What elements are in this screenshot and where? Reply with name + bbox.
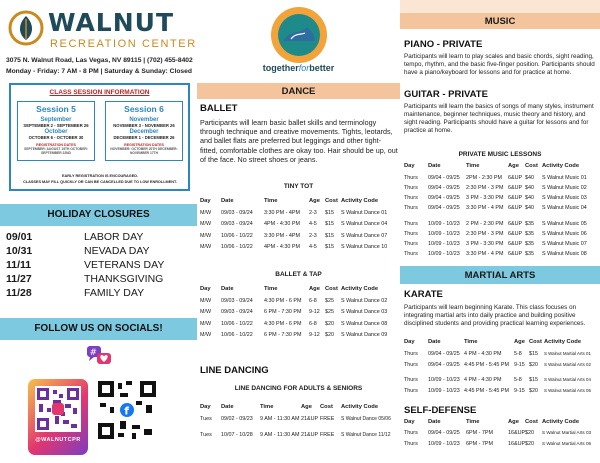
table-cell: 21&UP [301,432,319,438]
music-title: MUSIC [484,16,516,27]
holiday-date: 09/01 [6,231,33,243]
table-cell: 4PM - 4:30 PM [264,243,300,250]
table-cell: Activity Code [544,339,582,345]
holiday-item [6,245,196,259]
table-cell: Activity Code [341,286,379,292]
table-row [400,362,600,371]
table-cell: S Walnut Martial Arts 03 [542,430,592,435]
table-row [400,221,600,230]
table-cell: S Walnut Dance 08 [341,321,388,327]
table-cell: 9 AM - 11:30 AM [260,416,300,422]
table-cell: 3 PM - 3:30 PM [466,241,504,247]
table-cell: 09/04 - 09/25 [428,205,460,211]
ballet-heading: BALLET [200,103,238,114]
brand-name: WALNUT [48,8,175,37]
county-tagline [197,63,400,73]
table-cell: Tues [200,432,212,438]
table-cell: Thurs [404,430,418,436]
table-row [197,309,400,318]
table-cell: 3:30 PM - 4PM [264,210,300,216]
table-cell: 5-8 [514,351,522,357]
table-cell: 4:30 PM - 6 PM [264,298,302,304]
table-header-row [400,419,600,428]
table-cell: 16&UP [508,430,526,436]
table-cell: 9-12 [309,308,320,315]
table-cell: S Walnut Dance 10 [341,243,388,250]
table-cell: Thurs [404,241,418,247]
table-cell: Cost [325,286,338,292]
table-cell: $20 [325,321,334,327]
table-cell: $35 [525,251,534,257]
table-cell: Time [466,163,480,169]
table-cell: 16&UP [508,440,526,447]
table-row [400,351,600,360]
table-row [197,233,400,242]
table-cell: S Walnut Martial Arts 05 [544,387,591,393]
table-cell: $40 [525,195,534,201]
table-cell: 9 AM - 11:30 AM [260,432,300,438]
table-cell: FREE [320,416,335,422]
table-cell: Activity Code [542,163,580,169]
table-cell: Date [221,198,234,204]
table-cell: $20 [525,430,534,436]
left-column [0,0,197,463]
table-cell: S Walnut Music 01 [542,175,587,181]
table-cell: $35 [525,221,534,227]
table-cell: Day [404,339,415,345]
piano-heading: PIANO - PRIVATE [404,39,483,50]
table-cell: $15 [325,233,334,239]
table-cell: $15 [325,243,334,250]
table-cell: 4-5 [309,220,317,227]
table-cell: Age [301,404,312,410]
table-cell: S Walnut Martial Arts 06 [542,440,592,446]
social-chat-hearts-icon [86,344,112,368]
table-cell: M/W [200,220,212,227]
table-cell: 10/09 - 10/23 [428,251,460,257]
table-cell: S Walnut Dance 07 [341,233,388,239]
session-month: October [44,129,68,135]
table-cell: 9-15 [514,361,525,368]
guitar-heading: GUITAR - PRIVATE [404,89,488,100]
table-cell: Activity Code [341,404,379,410]
table-cell: 4 PM - 4:30 PM [464,377,502,383]
table-cell: 09/02 - 09/23 [221,416,253,422]
table-cell: Date [428,419,441,425]
table-cell: 6PM - 7PM [466,430,493,436]
table-row [197,298,400,307]
instagram-qr-code-icon [35,386,81,432]
table-row [197,210,400,219]
table-cell: 21&UP [301,416,319,422]
table-cell: 2PM - 2:30 PM [466,175,502,181]
table-cell: 6&UP [508,231,523,237]
table-cell: 6&UP [508,185,523,191]
table-cell: 2:30 PM - 3 PM [466,185,504,191]
martial-arts-title: MARTIAL ARTS [464,270,536,281]
table-cell: Cost [320,404,333,410]
table-cell: Cost [525,419,538,425]
table-cell: M/W [200,210,212,216]
table-row [197,221,400,230]
table-row [400,241,600,250]
music-top-strip [400,0,600,13]
walnut-logo [8,8,198,52]
table-cell: 6 PM - 7:30 PM [264,331,302,338]
session-note-1: EARLY REGISTRATION IS ENCOURAGED. [61,174,139,178]
table-cell: 09/04 - 09/25 [428,351,460,357]
table-cell: 3:30 PM - 4PM [264,233,300,239]
table-cell: Thurs [404,377,418,383]
table-cell: 4PM - 4:30 PM [264,220,300,227]
session-month: September [40,117,72,123]
table-cell: S Walnut Music 05 [542,221,587,227]
table-cell: S Walnut Dance 03 [341,308,388,315]
table-cell: $20 [529,361,538,368]
session-info-box [9,83,190,191]
session-6-card [105,101,183,161]
session-note-2: CLASSES MAY FILL QUICKLY OR CAN BE CANCELLED DUE TO LOW ENROLLMENT. [23,180,177,184]
table-cell: 9-12 [309,331,320,338]
holiday-item [6,231,196,245]
table-cell: Thurs [404,440,418,447]
holiday-name: LABOR DAY [84,231,144,243]
table-cell: 09/04 - 09/25 [428,195,460,201]
holiday-date: 11/28 [6,287,32,299]
guitar-description: Participants will learn the basics of songs of many styles, instrument maintenance, beginner techniques, music theory and history, and sight reading. Participants should have a guitar for lessons and for practice at home. [404,103,594,134]
table-cell: 3:30 PM - 4 PM [466,205,504,211]
line-dancing-title: LINE DANCING FOR ADULTS & SENIORS [234,385,363,392]
table-cell: Age [309,286,320,292]
holiday-name: THANKSGIVING [84,273,164,285]
table-cell: $35 [525,241,534,247]
table-cell: S Walnut Martial Arts 04 [544,377,591,382]
table-cell: M/W [200,233,212,239]
table-cell: Thurs [404,251,418,257]
table-cell: 6&UP [508,175,523,181]
table-cell: 10/09 - 10/23 [428,440,460,447]
session-5-card [17,101,95,161]
table-cell: $25 [325,308,334,315]
table-cell: S Walnut Dance 05/06 [341,416,391,422]
tagline-together: together [262,63,299,73]
table-cell: Date [428,163,441,169]
table-cell: $20 [325,331,334,338]
session-info-title: CLASS SESSION INFORMATION [49,89,150,96]
table-cell: 4 PM - 4:30 PM [464,351,502,357]
holiday-date: 10/31 [6,245,33,257]
table-cell: 09/04 - 09/25 [428,175,460,181]
table-cell: M/W [200,331,212,338]
table-cell: M/W [200,321,212,327]
table-cell: Tues [200,416,212,422]
holiday-date: 11/11 [6,259,32,271]
table-cell: Day [404,163,415,169]
karate-description: Participants will learn beginning Karate. This class focuses on integrating martial arts into daily practice and building positive disciplined students and providing practical learning experiences. [404,304,586,327]
table-cell: S Walnut Martial Arts 02 [544,361,591,367]
table-cell: Thurs [404,221,418,227]
table-cell: 10/09 - 10/23 [428,377,460,383]
table-row [197,432,400,441]
table-cell: Day [200,404,211,410]
table-cell: Thurs [404,185,418,191]
session-dates: OCTOBER 6 - OCTOBER 30 [28,135,84,140]
table-cell: $15 [529,351,538,357]
table-cell: 10/07 - 10/28 [221,432,253,438]
table-cell: S Walnut Music 07 [542,241,587,247]
tagline-better: better [309,63,335,73]
instagram-handle: @WALNUTCPR [35,437,81,443]
table-cell: 09/03 - 09/24 [221,210,253,216]
holiday-item [6,259,196,273]
table-cell: Date [221,404,234,410]
table-cell: 3 PM - 3:30 PM [466,195,504,201]
social-title: FOLLOW US ON SOCIALS! [34,323,163,334]
table-cell: 6PM - 7PM [466,440,493,447]
private-lessons-title: PRIVATE MUSIC LESSONS [458,151,542,158]
table-cell: Day [200,286,211,292]
table-cell: $40 [525,205,534,211]
table-cell: Date [428,339,441,345]
table-cell: Age [508,419,519,425]
table-row [197,244,400,253]
ballet-tap-title: BALLET & TAP [275,271,322,278]
holiday-name: FAMILY DAY [84,287,145,299]
table-cell: Time [260,404,274,410]
holiday-date: 11/27 [6,273,32,285]
session-dates: DECEMBER 1 - DECEMBER 26 [113,135,175,140]
karate-heading: KARATE [404,289,443,300]
table-row [400,175,600,184]
walnut-leaf-icon [8,10,44,46]
table-cell: 2-3 [309,210,317,216]
session-month: November [129,117,159,123]
right-column [400,0,600,463]
ballet-description: Participants will learn basic ballet skills and terminology through technique and creative movements. Tights, leotards, and ballet flats are preferred but leggings and other tight-fitted, comfortable clothes are okay too. Hair should be up, out of the face. No street shoes or jeans. [200,118,398,164]
brand-subtitle: RECREATION CENTER [50,38,197,50]
table-cell: M/W [200,298,212,304]
table-cell: Activity Code [341,198,379,204]
table-row [400,205,600,214]
hours-line: Monday - Friday: 7 AM - 8 PM | Saturday & Sunday: Closed [6,68,192,75]
registration-title: REGISTRATION DATES [124,143,164,147]
table-cell: 10/09 - 10/23 [428,221,460,227]
tagline-for: for [298,63,310,73]
table-cell: Day [200,198,211,204]
tiny-tot-title: TINY TOT [283,183,314,190]
table-cell: S Walnut Music 08 [542,251,587,257]
table-cell: Thurs [404,205,418,211]
table-cell: 6&UP [508,205,523,211]
table-cell: 09/03 - 09/24 [221,220,253,227]
table-cell: 10/06 - 10/22 [221,233,253,239]
holidays-title: HOLIDAY CLOSURES [47,209,150,220]
table-cell: S Walnut Music 02 [542,185,587,191]
registration-dates: SEPTEMBER: AUGUST 19TH OCTOBER: SEPTEMBER 22ND [24,147,88,155]
table-row [400,430,600,439]
table-cell: 4:30 PM - 6 PM [264,321,302,327]
table-cell: 2 PM - 2:30 PM [466,221,504,227]
session-name: Session 5 [36,104,76,114]
table-cell: FREE [320,432,335,438]
table-cell: 10/06 - 10/22 [221,321,253,327]
table-cell: $25 [325,298,334,304]
table-cell: 6&UP [508,195,523,201]
session-note [17,173,183,185]
svg-text:f: f [124,404,130,418]
table-cell: $40 [525,185,534,191]
session-month: December [129,129,159,135]
registration-dates: NOVEMBER: OCTOBER 20TH DECEMBER: NOVEMBER 17TH [110,147,178,155]
table-cell: Thurs [404,361,418,368]
table-cell: Day [404,419,415,425]
table-cell: Age [508,163,519,169]
table-cell: 09/03 - 09/24 [221,298,253,304]
table-cell: S Walnut Music 06 [542,231,587,237]
table-row [400,231,600,240]
table-row [400,195,600,204]
table-cell: 9-15 [514,387,525,394]
line-dancing-heading: LINE DANCING [200,365,269,376]
table-cell: S Walnut Martial Arts 01 [544,351,591,356]
contact-info [6,55,198,77]
table-cell: 10/09 - 10/23 [428,231,460,237]
table-cell: Age [514,339,525,345]
table-cell: 09/04 - 09/25 [428,185,460,191]
middle-column [197,0,400,463]
table-cell: 09/04 - 09/25 [428,361,460,368]
table-cell: Thurs [404,351,418,357]
table-cell: S Walnut Music 03 [542,195,587,201]
registration-title: REGISTRATION DATES [36,143,76,147]
table-cell: Time [264,286,278,292]
table-cell: $40 [525,175,534,181]
table-row [400,377,600,386]
table-cell: 4:45 PM - 5:45 PM [464,361,509,368]
holiday-name: NEVADA DAY [84,245,150,257]
table-cell: 6&UP [508,221,523,227]
table-cell: $35 [525,231,534,237]
session-name: Session 6 [124,104,164,114]
table-header-row [197,198,400,207]
table-cell: S Walnut Dance 01 [341,210,388,216]
table-cell: 10/06 - 10/22 [221,331,253,338]
table-cell: Cost [529,339,542,345]
table-cell: Thurs [404,231,418,237]
table-cell: 6-8 [309,298,317,304]
table-header-row [197,404,400,413]
dance-title: DANCE [281,86,316,97]
table-row [197,416,400,425]
table-cell: 6-8 [309,321,317,327]
session-dates: SEPTEMBER 2 - SEPTEMBER 26 [23,123,89,128]
table-cell: 2:30 PM - 3 PM [466,231,504,237]
table-cell: 10/09 - 10/23 [428,241,460,247]
table-header-row [197,286,400,295]
session-dates: NOVEMBER 3 - NOVEMBER 26 [113,123,175,128]
table-cell: S Walnut Dance 04 [341,220,388,227]
table-cell: Age [309,198,320,204]
self-defense-heading: SELF-DEFENSE [404,405,477,416]
table-cell: 4:45 PM - 5:45 PM [464,387,509,394]
table-cell: S Walnut Dance 11/12 [341,432,391,438]
table-cell: 4-5 [309,243,317,250]
table-cell: S Walnut Music 04 [542,205,587,211]
holiday-name: VETERANS DAY [84,259,165,271]
table-cell: Time [464,339,478,345]
table-row [400,441,600,450]
table-cell: Time [466,419,480,425]
table-cell: $20 [529,387,538,394]
table-cell: M/W [200,308,212,315]
table-cell: Thurs [404,175,418,181]
svg-text:#: # [89,348,98,358]
table-cell: $20 [525,440,534,447]
table-cell: Date [221,286,234,292]
table-cell: 6&UP [508,251,523,257]
table-header-row [400,339,600,348]
table-cell: $15 [325,210,334,216]
table-cell: Cost [525,163,538,169]
table-row [400,185,600,194]
table-cell: 5-8 [514,377,522,383]
table-row [197,321,400,330]
facebook-qr-code-icon[interactable] [96,379,158,441]
address-line: 3075 N. Walnut Road, Las Vegas, NV 89115 | (702) 455-8402 [6,57,193,64]
instagram-qr-card[interactable] [28,379,88,455]
clark-county-seal-icon [269,5,329,65]
table-cell: S Walnut Dance 02 [341,298,388,304]
holiday-item [6,273,196,287]
table-cell: S Walnut Dance 09 [341,331,388,338]
table-cell: 10/06 - 10/22 [221,243,253,250]
table-cell: Cost [325,198,338,204]
table-cell: 10/09 - 10/23 [428,387,460,394]
table-cell: 09/04 - 09/25 [428,430,460,436]
table-row [197,332,400,341]
table-row [400,388,600,397]
piano-description: Participants will learn to play scales and basic chords, sight reading, tempo, rhythm, and the basic five-finger position. Participants should have a piano/keyboard for lessons and for practice at home. [404,53,595,76]
table-cell: Activity Code [542,419,580,425]
table-cell: 6&UP [508,241,523,247]
table-cell: Time [264,198,278,204]
table-cell: 6 PM - 7:30 PM [264,308,302,315]
table-cell: 3:30 PM - 4 PM [466,251,504,257]
table-header-row [400,163,600,172]
table-cell: Thurs [404,387,418,394]
table-cell: 09/03 - 09/24 [221,308,253,315]
table-cell: 2-3 [309,233,317,239]
table-cell: M/W [200,243,212,250]
table-row [400,251,600,260]
table-cell: $15 [529,377,538,383]
holiday-item [6,287,196,301]
table-cell: $15 [325,220,334,227]
table-cell: Thurs [404,195,418,201]
